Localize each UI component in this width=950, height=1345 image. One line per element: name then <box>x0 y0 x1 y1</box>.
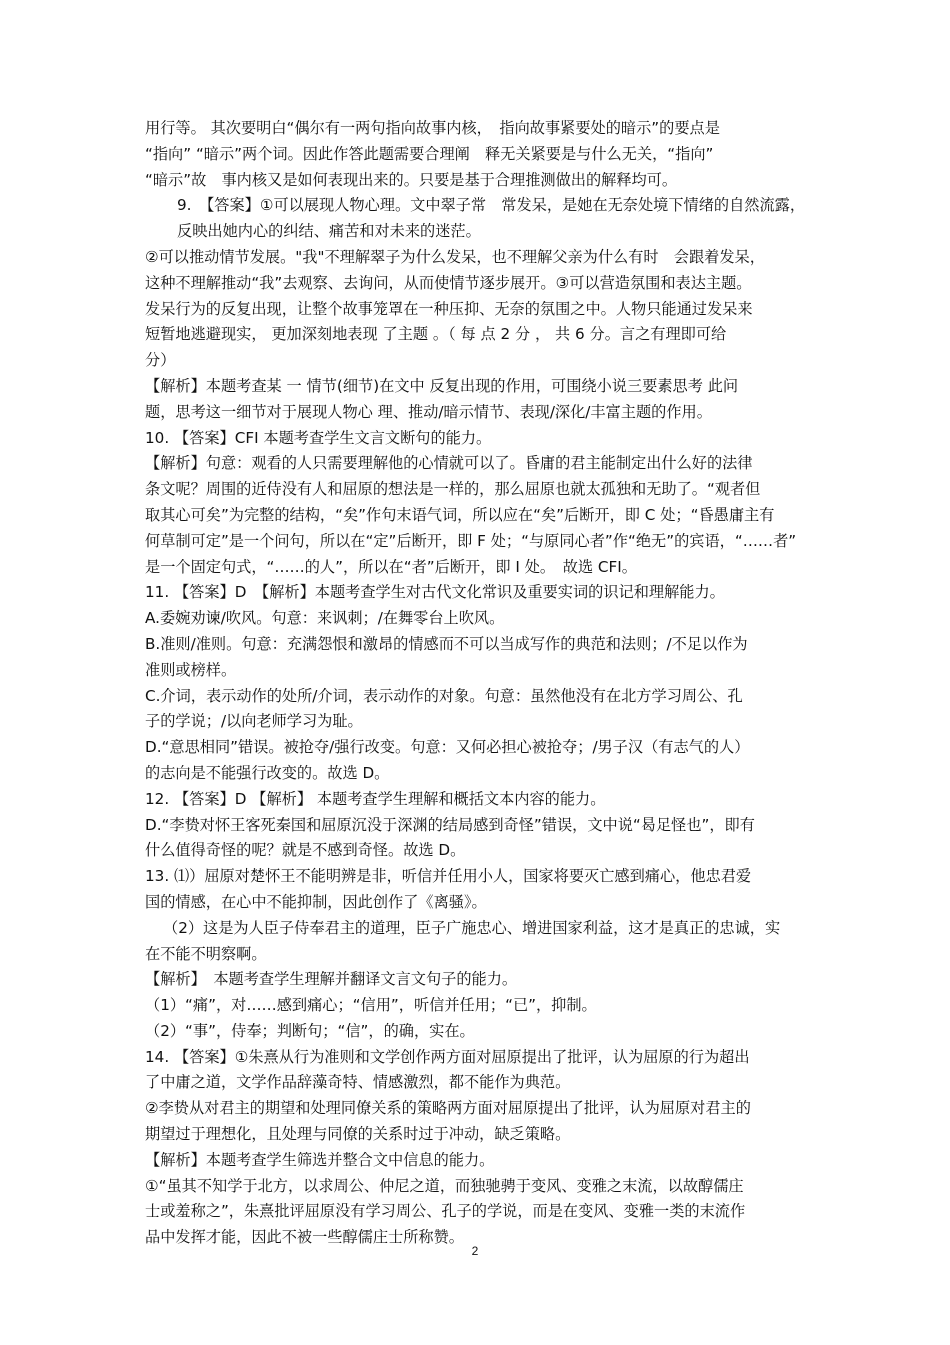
text-line: 12. 【答案】D 【解析】 本题考查学生理解和概括文本内容的能力。 <box>145 789 606 808</box>
text-line: 【解析】 本题考查学生理解并翻译文言文句子的能力。 <box>145 970 518 989</box>
text-line: 在不能不明察啊。 <box>145 944 267 963</box>
text-line: 13. ⑴）屈原对楚怀王不能明辨是非，听信并任用小人，国家将要灭亡感到痛心，他忠君爱 <box>145 867 752 886</box>
text-line: 9. 【答案】①可以展现人物心理。文中翠子常 常发呆，是她在无奈处境下情绪的自然流露，反映出她内心的纠结、痛苦和对未来的迷茫。 <box>177 196 806 241</box>
text-line: 士或羞称之”，朱熹批评屈原没有学习周公、孔子的学说，而是在变风、变雅一类的末流作 <box>145 1202 746 1221</box>
text-line: （2）“事”，侍奉；判断句；“信”，的确，实在。 <box>145 1021 475 1040</box>
text-line: D.“意思相同”错误。被抢夺/强行改变。句意：又何必担心被抢夺；/男子汉（有志气的人） <box>145 738 750 757</box>
text-line: 【解析】本题考查某 一 情节(细节)在文中 反复出现的作用，可围绕小说三要素思考 此问 <box>145 376 739 395</box>
text-line: D.“李贽对怀王客死秦国和屈原沉没于深渊的结局感到奇怪”错误，文中说“曷足怪也”，即有 <box>145 815 755 834</box>
text-line: 用行等。 其次要明白“偶尔有一两句指向故事内核， 指向故事紧要处的暗示”的要点是 <box>145 119 720 137</box>
text-line: （2）这是为人臣子侍奉君主的道理，臣子广施忠心、增进国家利益，这才是真正的忠诚，实 <box>163 918 781 937</box>
text-line: 国的情感，在心中不能抑制，因此创作了《离骚》。 <box>145 892 487 911</box>
text-line: 子的学说；/以向老师学习为耻。 <box>145 712 363 731</box>
document-body <box>145 116 815 1251</box>
text-line: A.委婉劝谏/吹风。句意：来讽刺；/在舞零台上吹风。 <box>145 609 505 628</box>
text-line: 条文呢？周围的近侍没有人和屈原的想法是一样的，那么屈原也就太孤独和无助了。“观者但 <box>145 480 761 499</box>
text-line: 是一个固定句式，“……的人”，所以在“者”后断开，即 I 处。 故选 CFI。 <box>145 557 637 576</box>
text-line: 短暂地逃避现实， 更加深刻地表现 了主题 。（ 每 点 2 分 ， 共 6 分。言之有理即可给 <box>145 325 727 344</box>
text-line: 的志向是不能强行改变的。故选 D。 <box>145 763 390 782</box>
text-line: C.介词，表示动作的处所/介词，表示动作的对象。句意：虽然他没有在北方学习周公、孔 <box>145 686 743 705</box>
text-line: 题，思考这一细节对于展现人物心 理、推动/暗示情节、表现/深化/丰富主题的作用。 <box>145 402 712 421</box>
text-line: ①“虽其不知学于北方，以求周公、仲尼之道，而独驰骋于变风、变雅之末流，以故醇儒庄 <box>145 1176 744 1195</box>
text-line: “暗示”故 事内核又是如何表现出来的。只要是基于合理推测做出的解释均可。 <box>145 170 678 189</box>
text-line: 什么值得奇怪的呢？就是不感到奇怪。故选 D。 <box>145 841 466 860</box>
text-line: 【解析】句意：观看的人只需要理解他的心情就可以了。昏庸的君主能制定出什么好的法律 <box>145 454 753 473</box>
text-line: 取其心可矣”为完整的结构，“矣”作句末语气词，所以应在“矣”后断开，即 C 处；“昏愚庸主有 <box>145 505 775 524</box>
text-line: 【解析】本题考查学生筛选并整合文中信息的能力。 <box>145 1150 495 1169</box>
text-line: “指向” “暗示”两个词。因此作答此题需要合理阐 释无关紧要是与什么无关，“指向” <box>145 144 714 163</box>
text-line: 准则或榜样。 <box>145 660 237 679</box>
text-line: 分） <box>145 351 176 370</box>
text-line: ②李贽从对君主的期望和处理同僚关系的策略两方面对屈原提出了批评，认为屈原对君主的 <box>145 1099 751 1118</box>
text-line: 14. 【答案】①朱熹从行为准则和文学创作两方面对屈原提出了批评，认为屈原的行为超出 <box>145 1047 750 1066</box>
text-line: 这种不理解推动“我”去观察、去询问，从而使情节逐步展开。③可以营造氛围和表达主题。 <box>145 273 752 292</box>
text-line: 10. 【答案】CFI 本题考查学生文言文断句的能力。 <box>145 428 492 447</box>
text-line: 期望过于理想化，且处理与同僚的关系时过于冲动，缺乏策略。 <box>145 1125 571 1144</box>
text-line: 了中庸之道，文学作品辞藻奇特、情感激烈，都不能作为典范。 <box>145 1073 571 1092</box>
text-line: 品中发挥才能，因此不被一些醇儒庄士所称赞。 <box>145 1228 464 1247</box>
page-number: 2 <box>471 1244 479 1258</box>
text-line: （1）“痛”，对……感到痛心；“信用”，听信并任用；“已”，抑制。 <box>145 996 597 1015</box>
text-line: 发呆行为的反复出现，让整个故事笼罩在一种压抑、无奈的氛围之中。人物只能通过发呆来 <box>145 299 753 318</box>
text-line: 何草制可定”是一个问句，所以在“定”后断开，即 F 处；“与原同心者”作“绝无”的宾语，“……者” <box>145 531 797 550</box>
text-line: 11. 【答案】D 【解析】本题考查学生对古代文化常识及重要实词的识记和理解能力。 <box>145 583 725 602</box>
text-line: B.准则/准则。句意：充满怨恨和激昂的情感而不可以当成写作的典范和法则；/不足以作为 <box>145 634 748 653</box>
text-line: ②可以推动情节发展。"我"不理解翠子为什么发呆，也不理解父亲为什么有时 会跟着发呆， <box>145 247 765 266</box>
